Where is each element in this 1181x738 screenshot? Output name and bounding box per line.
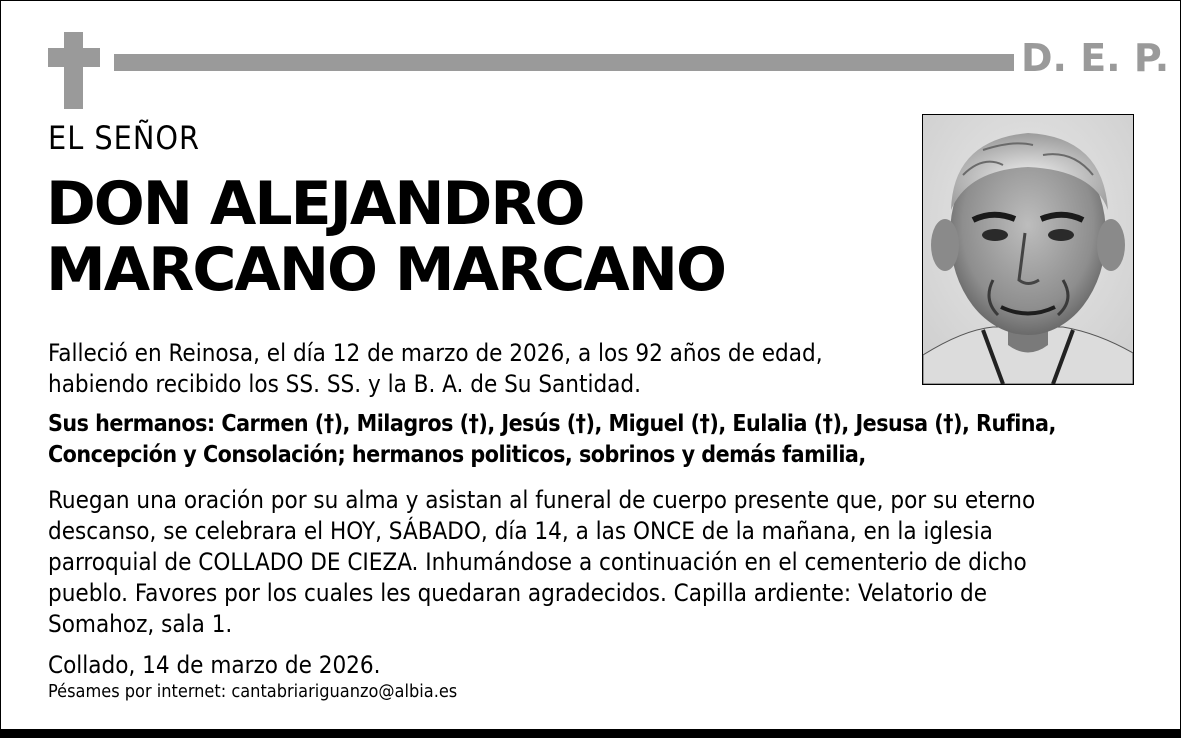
header-rule: [114, 54, 1014, 71]
deceased-name: [46, 171, 906, 303]
prayer-line-3: parroquial de COLLADO DE CIEZA. Inhumándose a continuación en el cementerio de dicho: [48, 548, 1027, 576]
prayer-line-5: Somahoz, sala 1.: [48, 610, 233, 638]
prayer-line-4: pueblo. Favores por los cuales les quedaran agradecidos. Capilla ardiente: Velatorio de: [48, 579, 988, 607]
portrait-photo: [922, 114, 1134, 385]
prayer-line-1: Ruegan una oración por su alma y asistan al funeral de cuerpo presente que, por su eterno: [48, 486, 1036, 514]
death-line-2: habiendo recibido los SS. SS. y la B. A. de Su Santidad.: [48, 370, 641, 398]
prayer-line-2: descanso, se celebrara el HOY, SÁBADO, día 14, a las ONCE de la mañana, en la iglesia: [48, 517, 993, 545]
portrait-image: [923, 115, 1133, 384]
funeral-details: [48, 485, 1035, 640]
family-mourners: [48, 409, 1056, 471]
intro-label: EL SEÑOR: [48, 119, 201, 157]
dep-label: D. E. P.: [1021, 36, 1170, 80]
death-line-1: Falleció en Reinosa, el día 12 de marzo de 2026, a los 92 años de edad,: [48, 339, 823, 367]
death-details: [48, 338, 823, 400]
name-line-2: MARCANO MARCANO: [46, 235, 725, 305]
bottom-rule: [0, 729, 1181, 738]
name-line-1: DON ALEJANDRO: [46, 169, 584, 239]
family-line-2: Concepción y Consolación; hermanos politicos, sobrinos y demás familia,: [48, 442, 866, 468]
family-line-1: Sus hermanos: Carmen (†), Milagros (†), Jesús (†), Miguel (†), Eulalia (†), Jesusa (†), Rufina,: [48, 411, 1056, 437]
condolences-contact: Pésames por internet: cantabriariguanzo@albia.es: [48, 681, 458, 702]
place-date: Collado, 14 de marzo de 2026.: [48, 651, 381, 679]
